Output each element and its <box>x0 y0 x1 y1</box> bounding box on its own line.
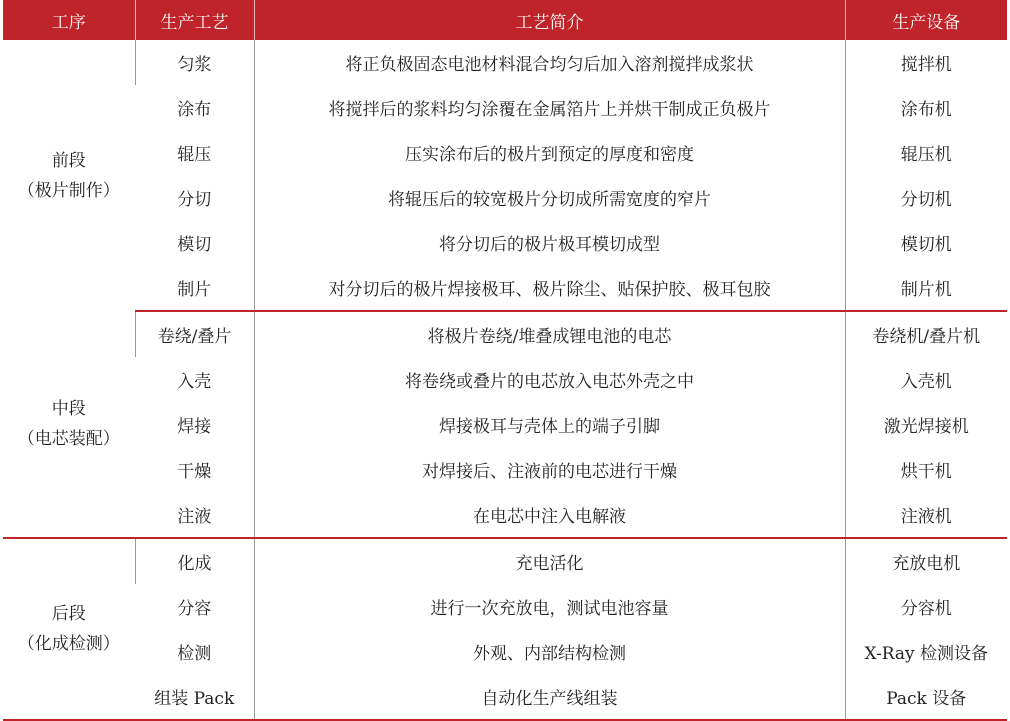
stage-sublabel: （化成检测） <box>17 634 120 654</box>
description-cell: 将搅拌后的浆料均匀涂覆在金属箔片上并烘干制成正负极片 <box>254 85 845 130</box>
header-description: 工艺简介 <box>254 0 845 40</box>
process-cell: 涂布 <box>177 100 212 120</box>
stage-cell-middle <box>3 311 135 538</box>
process-cell: 匀浆 <box>135 40 254 85</box>
process-cell: 辊压 <box>177 145 212 165</box>
equipment-cell: 注液机 <box>845 492 1007 538</box>
equipment-cell: 分容机 <box>845 584 1007 629</box>
process-cell: 模切 <box>177 235 212 255</box>
stage-sublabel: （电芯装配） <box>17 429 120 449</box>
stage-label: 前段 <box>51 150 86 171</box>
description-cell: 将卷绕或叠片的电芯放入电芯外壳之中 <box>254 357 845 402</box>
table-row <box>3 311 1007 357</box>
equipment-cell: 烘干机 <box>845 447 1007 492</box>
equipment-cell: 分切机 <box>845 175 1007 220</box>
process-cell: 入壳 <box>177 372 212 392</box>
table-row <box>3 402 1007 447</box>
process-cell: 化成 <box>135 538 254 584</box>
description-cell: 自动化生产线组装 <box>254 674 845 720</box>
table-row <box>3 40 1007 85</box>
equipment-cell: 涂布机 <box>845 85 1007 130</box>
equipment-cell: 卷绕机/叠片机 <box>845 311 1007 357</box>
stage-cell-front <box>3 40 135 311</box>
header-equipment: 生产设备 <box>845 0 1007 40</box>
equipment-cell: X-Ray 检测设备 <box>845 629 1007 674</box>
table-row <box>3 674 1007 720</box>
process-cell: 干燥 <box>177 462 212 482</box>
description-cell: 将分切后的极片极耳模切成型 <box>254 220 845 265</box>
description-cell: 对分切后的极片焊接极耳、极片除尘、贴保护胶、极耳包胶 <box>254 265 845 311</box>
table-row <box>3 629 1007 674</box>
equipment-cell: 充放电机 <box>845 538 1007 584</box>
table-row <box>3 584 1007 629</box>
table-row <box>3 265 1007 311</box>
process-cell: 分切 <box>177 190 212 210</box>
header-row <box>3 0 1007 40</box>
equipment-cell: 激光焊接机 <box>845 402 1007 447</box>
description-cell: 外观、内部结构检测 <box>254 629 845 674</box>
equipment-cell: 搅拌机 <box>845 40 1007 85</box>
table-row <box>3 447 1007 492</box>
process-cell: 分容 <box>177 599 212 619</box>
process-cell: 检测 <box>177 644 212 664</box>
header-process: 生产工艺 <box>135 0 254 40</box>
equipment-cell: 制片机 <box>845 265 1007 311</box>
stage-label: 中段 <box>51 399 86 419</box>
description-cell: 将极片卷绕/堆叠成锂电池的电芯 <box>254 311 845 357</box>
header-stage: 工序 <box>3 0 135 40</box>
description-cell: 充电活化 <box>254 538 845 584</box>
equipment-cell: 辊压机 <box>845 130 1007 175</box>
process-cell: 卷绕/叠片 <box>135 311 254 357</box>
process-cell: 制片 <box>135 265 254 311</box>
equipment-cell: 模切机 <box>845 220 1007 265</box>
process-cell: 组装 Pack <box>135 674 254 720</box>
table-row <box>3 492 1007 538</box>
description-cell: 对焊接后、注液前的电芯进行干燥 <box>254 447 845 492</box>
process-cell: 注液 <box>135 492 254 538</box>
table-row <box>3 357 1007 402</box>
description-cell: 进行一次充放电，测试电池容量 <box>254 584 845 629</box>
stage-sublabel: （极片制作） <box>17 180 120 201</box>
description-cell: 在电芯中注入电解液 <box>254 492 845 538</box>
process-cell: 焊接 <box>177 417 212 437</box>
table-row <box>3 538 1007 584</box>
equipment-cell: 入壳机 <box>845 357 1007 402</box>
equipment-cell: Pack 设备 <box>845 674 1007 720</box>
stage-cell-back <box>3 538 135 720</box>
stage-label: 后段 <box>51 604 86 624</box>
description-cell: 焊接极耳与壳体上的端子引脚 <box>254 402 845 447</box>
table-row <box>3 175 1007 220</box>
table-row <box>3 220 1007 265</box>
process-table <box>3 0 1007 721</box>
table-row <box>3 85 1007 130</box>
description-cell: 将正负极固态电池材料混合均匀后加入溶剂搅拌成浆状 <box>254 40 845 85</box>
description-cell: 将辊压后的较宽极片分切成所需宽度的窄片 <box>254 175 845 220</box>
description-cell: 压实涂布后的极片到预定的厚度和密度 <box>254 130 845 175</box>
table-row <box>3 130 1007 175</box>
